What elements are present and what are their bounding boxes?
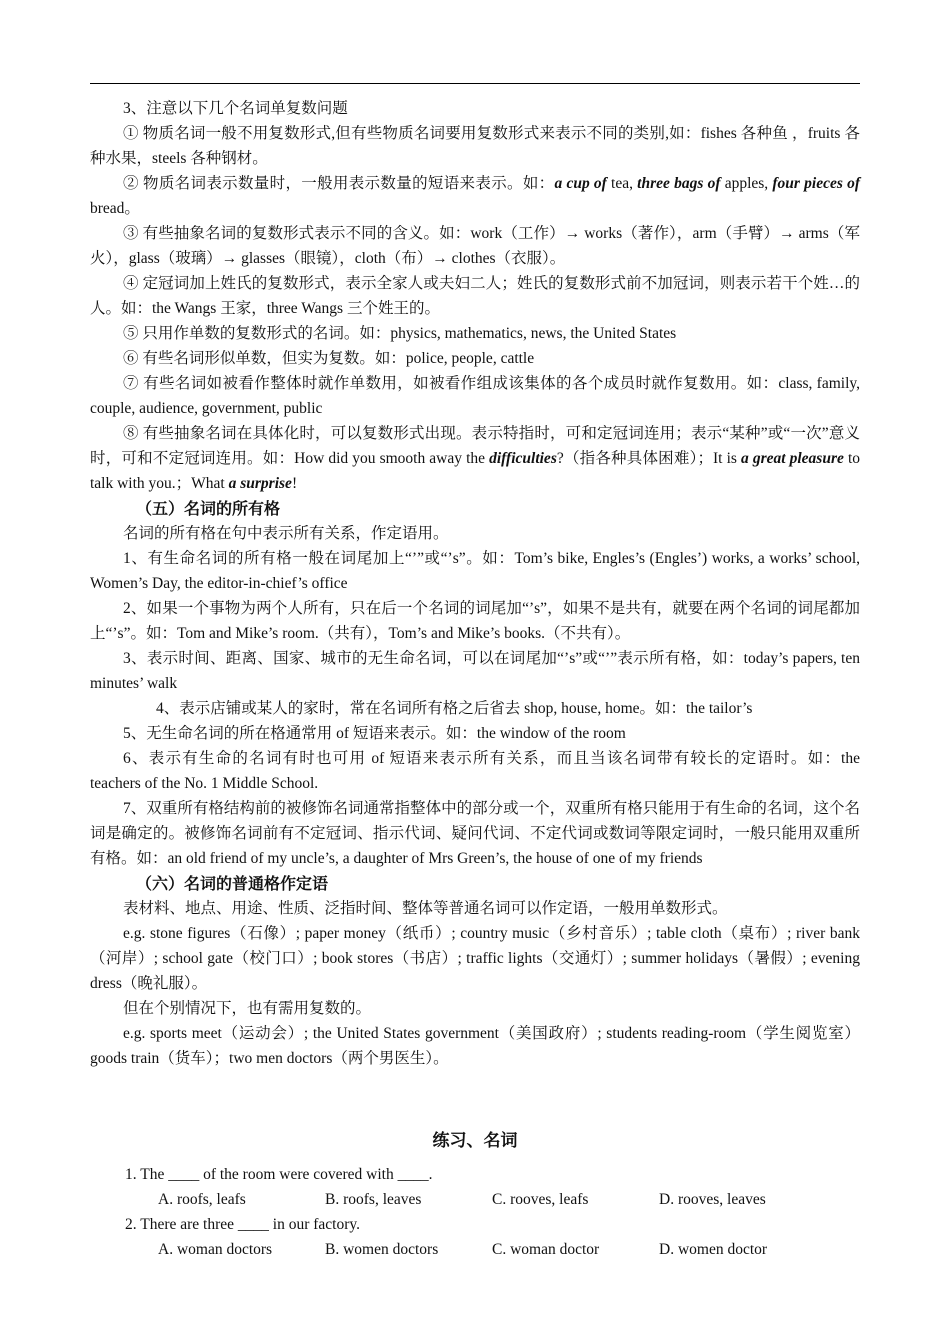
- emphasis: a great pleasure: [741, 450, 844, 467]
- section6-intro: 表材料、地点、用途、性质、泛指时间、整体等普通名词可以作定语，一般用单数形式。: [123, 900, 728, 917]
- section5-paragraph: 4、表示店铺或某人的家时，常在名词所有格之后省去 shop, house, home。如：the tailor’s: [156, 700, 753, 717]
- text-run: ?（指各种具体困难）；It is: [556, 450, 741, 467]
- question-stem: 2. There are three ____ in our factory.: [125, 1216, 360, 1233]
- text-run: to talk with you.；What: [90, 450, 861, 492]
- notes-paragraph: [90, 171, 860, 221]
- notes-paragraph: ⑦ 有些名词如被看作整体时就作单数用，如被看作组成该集体的各个成员时就作复数用。如：class, family, couple, audience, government, public: [90, 375, 860, 417]
- notes-paragraph: ③ 有些抽象名词的复数形式表示不同的含义。如：work（工作）→ works（著作），arm（手臂）→ arms（军火），glass（玻璃）→ glasses（眼镜），cloth（布）→ clothes（衣服）。: [90, 225, 860, 267]
- section5-intro: 名词的所有格在句中表示所有关系，作定语用。: [123, 525, 449, 542]
- section5-heading: （五）名词的所有格: [136, 499, 281, 518]
- exercise-title: 练习、名词: [432, 1131, 518, 1151]
- section5-paragraph: 2、如果一个事物为两个人所有，只在后一个名词的词尾加“’s”，如果不是共有，就要在两个名词的词尾都加上“’s”。如：Tom and Mike’s room.（共有），Tom’s and Mike’s books.（不共有）。: [90, 600, 860, 642]
- option-b[interactable]: B. roofs, leaves: [325, 1191, 422, 1208]
- option-a[interactable]: A. woman doctors: [158, 1241, 273, 1258]
- notes-paragraph: ⑥ 有些名词形似单数，但实为复数。如：police, people, cattle: [123, 350, 535, 367]
- text-run: tea,: [606, 175, 638, 192]
- emphasis: a cup of: [554, 175, 607, 192]
- text-run: apples,: [720, 175, 773, 192]
- header-rule: [90, 83, 860, 84]
- option-d[interactable]: D. rooves, leaves: [659, 1191, 766, 1208]
- question-options: [90, 1237, 860, 1262]
- text-run: bread。: [90, 200, 140, 217]
- option-b[interactable]: B. women doctors: [325, 1241, 439, 1258]
- question-options: [90, 1187, 860, 1212]
- option-d[interactable]: D. women doctor: [659, 1241, 768, 1258]
- option-c[interactable]: C. woman doctor: [492, 1241, 600, 1258]
- section5-paragraph: 5、无生命名词的所在格通常用 of 短语来表示。如：the window of the room: [123, 725, 626, 742]
- text-run: !: [291, 475, 298, 492]
- section5-paragraph: 3、表示时间、距离、国家、城市的无生命名词，可以在词尾加“’s”或“’”表示所有格，如：today’s papers, ten minutes’ walk: [90, 650, 860, 692]
- notes-paragraph: ① 物质名词一般不用复数形式,但有些物质名词要用复数形式来表示不同的类别,如：fishes 各种鱼 ，fruits 各种水果，steels 各种钢材。: [90, 125, 860, 167]
- section5-paragraph: 6、表示有生命的名词有时也可用 of 短语来表示所有关系，而且当该名词带有较长的定语时。如：the teachers of the No. 1 Middle School.: [90, 750, 860, 792]
- notes-paragraph: ④ 定冠词加上姓氏的复数形式，表示全家人或夫妇二人；姓氏的复数形式前不加冠词，则表示若干个姓…的人。如：the Wangs 王家，three Wangs 三个姓王的。: [90, 275, 860, 317]
- section6-heading: （六）名词的普通格作定语: [136, 874, 329, 893]
- notes-paragraph: [90, 421, 860, 496]
- section6-example: e.g. sports meet（运动会）; the United States government（美国政府）; students reading-room（学生阅览室）goods train（货车）；two men doctors（两个男医生）。: [90, 1025, 860, 1067]
- document-body: [90, 96, 860, 1262]
- question-stem: 1. The ____ of the room were covered with ____.: [125, 1166, 433, 1183]
- option-a[interactable]: A. roofs, leafs: [158, 1191, 246, 1208]
- notes-paragraph: ⑤ 只用作单数的复数形式的名词。如：physics, mathematics, news, the United States: [123, 325, 677, 342]
- text-run: ② 物质名词表示数量时，一般用表示数量的短语来表示。如：: [123, 175, 555, 192]
- option-c[interactable]: C. rooves, leafs: [492, 1191, 589, 1208]
- section5-paragraph: 1、有生命名词的所有格一般在词尾加上“’”或“’s”。如：Tom’s bike, Engles’s (Engles’) works, a works’ school, Women’s Day, the editor-in-chief’s office: [90, 550, 860, 592]
- emphasis: three bags of: [637, 175, 721, 192]
- emphasis: a surprise: [228, 475, 292, 492]
- notes-item3-title: 3、注意以下几个名词单复数问题: [123, 100, 348, 117]
- emphasis: four pieces of: [772, 175, 860, 192]
- text-run: ⑧ 有些抽象名词在具体化时，可以复数形式出现。表示特指时，可和定冠词连用；表示“某种”或“一次”意义时，可和不定冠词连用。如：How did you smooth away the: [90, 425, 860, 467]
- section5-paragraph: 7、双重所有格结构前的被修饰名词通常指整体中的部分或一个，双重所有格只能用于有生命的名词，这个名词是确定的。被修饰名词前有不定冠词、指示代词、疑问代词、不定代词或数词等限定词时，一般只能用双重所有格。如：an old friend of my uncle’s, a daughter of Mrs Green’s, the house of one of my friends: [90, 800, 860, 867]
- section6-example: e.g. stone figures（石像）; paper money（纸币）; country music（乡村音乐）; table cloth（桌布）; river bank（河岸）; school gate（校门口）; book stores（书店）; traffic lights（交通灯）; summer holidays（暑假）; evening dress（晚礼服）。: [90, 925, 860, 992]
- section6-note: 但在个别情况下，也有需用复数的。: [123, 1000, 372, 1017]
- emphasis: difficulties: [489, 450, 557, 467]
